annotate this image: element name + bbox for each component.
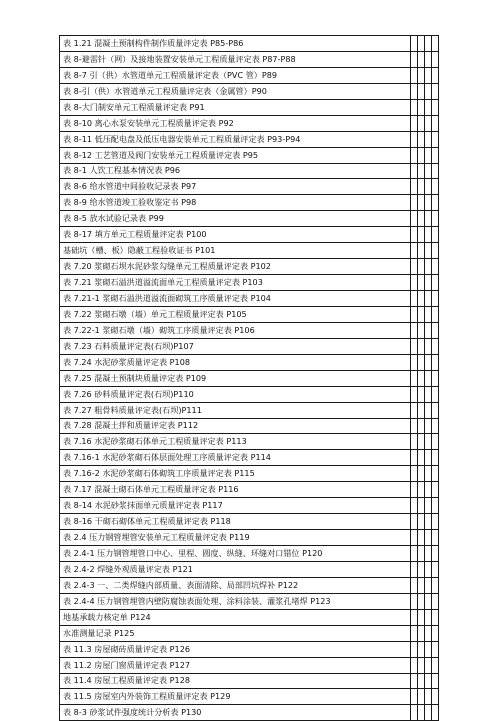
entry-title: 表 11.5 房屋室内外装饰工程质量评定表 P129	[60, 689, 411, 705]
entry-title: 表 7.16 水泥砂浆砌石体单元工程质量评定表 P113	[60, 434, 411, 450]
blank-cell	[410, 179, 417, 195]
blank-cell	[431, 243, 438, 259]
blank-cell	[410, 195, 417, 211]
entry-title: 表 8-17 填方单元工程质量评定表 P100	[60, 227, 411, 243]
entry-title: 表 7.20 浆砌石坝水泥砂浆勾缝单元工程质量评定表 P102	[60, 259, 411, 275]
blank-cell	[431, 561, 438, 577]
table-row	[60, 673, 439, 689]
blank-cell	[417, 498, 424, 514]
blank-cell	[424, 705, 431, 721]
blank-cell	[410, 306, 417, 322]
blank-cell	[424, 147, 431, 163]
blank-cell	[417, 705, 424, 721]
table-row	[60, 498, 439, 514]
blank-cell	[417, 386, 424, 402]
blank-cell	[424, 275, 431, 291]
entry-title: 表 8-7 引（供）水管道单元工程质量评定表（PVC 管）P89	[60, 67, 411, 83]
blank-cell	[424, 625, 431, 641]
entry-title: 表 8-3 砂浆试件强度统计分析表 P130	[60, 705, 411, 721]
blank-cell	[410, 402, 417, 418]
entry-title: 表 7.21-1 浆砌石溢洪道溢流面砌筑工序质量评定表 P104	[60, 291, 411, 307]
table-row	[60, 593, 439, 609]
blank-cell	[431, 227, 438, 243]
blank-cell	[410, 51, 417, 67]
blank-cell	[410, 354, 417, 370]
blank-cell	[417, 609, 424, 625]
table-row	[60, 641, 439, 657]
entry-title: 表 7.17 混凝土砌石体单元工程质量评定表 P116	[60, 482, 411, 498]
blank-cell	[431, 434, 438, 450]
blank-cell	[417, 195, 424, 211]
blank-cell	[417, 514, 424, 530]
entry-title: 表 7.22 浆砌石墩（墙）单元工程质量评定表 P105	[60, 306, 411, 322]
blank-cell	[410, 115, 417, 131]
blank-cell	[424, 434, 431, 450]
blank-cell	[431, 211, 438, 227]
entry-title: 表 7.16-2 水泥砂浆砌石体砌筑工序质量评定表 P115	[60, 466, 411, 482]
blank-cell	[410, 705, 417, 721]
entry-title: 表 2.4-3 一、二类焊缝内部质量、表面清除、局部凹坑焊补 P122	[60, 577, 411, 593]
blank-cell	[424, 657, 431, 673]
blank-cell	[431, 147, 438, 163]
entry-title: 表 8-12 工艺管道及阀门安装单元工程质量评定表 P95	[60, 147, 411, 163]
entry-title: 水准测量记录 P125	[60, 625, 411, 641]
entry-title: 表 7.26 砂料质量评定表(石坝)P110	[60, 386, 411, 402]
table-row	[60, 147, 439, 163]
blank-cell	[410, 147, 417, 163]
blank-cell	[410, 163, 417, 179]
blank-cell	[417, 434, 424, 450]
blank-cell	[417, 338, 424, 354]
blank-cell	[424, 83, 431, 99]
blank-cell	[431, 354, 438, 370]
blank-cell	[417, 561, 424, 577]
table-row	[60, 609, 439, 625]
blank-cell	[431, 498, 438, 514]
blank-cell	[410, 514, 417, 530]
entry-title: 表 8-1 人饮工程基本情况表 P96	[60, 163, 411, 179]
table-of-contents	[59, 35, 439, 721]
blank-cell	[424, 641, 431, 657]
blank-cell	[431, 593, 438, 609]
entry-title: 表 7.23 石料质量评定表(石坝)P107	[60, 338, 411, 354]
blank-cell	[431, 67, 438, 83]
table-row	[60, 705, 439, 721]
entry-title: 表 11.2 房屋门窗质量评定表 P127	[60, 657, 411, 673]
blank-cell	[410, 657, 417, 673]
blank-cell	[431, 306, 438, 322]
blank-cell	[417, 51, 424, 67]
table-row	[60, 466, 439, 482]
table-row	[60, 450, 439, 466]
blank-cell	[424, 99, 431, 115]
blank-cell	[424, 514, 431, 530]
blank-cell	[417, 530, 424, 546]
table-row	[60, 514, 439, 530]
blank-cell	[431, 402, 438, 418]
blank-cell	[410, 625, 417, 641]
blank-cell	[417, 466, 424, 482]
table-row	[60, 434, 439, 450]
blank-cell	[431, 99, 438, 115]
table-row	[60, 354, 439, 370]
blank-cell	[431, 36, 438, 52]
blank-cell	[410, 482, 417, 498]
entry-title: 表 8-6 给水管道中间验收记录表 P97	[60, 179, 411, 195]
blank-cell	[410, 36, 417, 52]
blank-cell	[417, 131, 424, 147]
table-row	[60, 546, 439, 562]
entry-title: 表 7.28 混凝土拌和质量评定表 P112	[60, 418, 411, 434]
blank-cell	[424, 530, 431, 546]
blank-cell	[424, 163, 431, 179]
blank-cell	[424, 498, 431, 514]
toc-body	[60, 36, 439, 721]
table-row	[60, 386, 439, 402]
entry-title: 表 11.3 房屋砌砖质量评定表 P126	[60, 641, 411, 657]
blank-cell	[417, 673, 424, 689]
blank-cell	[417, 115, 424, 131]
entry-title: 表 7.24 水泥砂浆质量评定表 P108	[60, 354, 411, 370]
blank-cell	[431, 482, 438, 498]
blank-cell	[417, 625, 424, 641]
blank-cell	[417, 291, 424, 307]
blank-cell	[417, 67, 424, 83]
blank-cell	[417, 306, 424, 322]
blank-cell	[417, 36, 424, 52]
entry-title: 表 2.4-2 焊缝外观质量评定表 P121	[60, 561, 411, 577]
blank-cell	[410, 561, 417, 577]
blank-cell	[424, 306, 431, 322]
entry-title: 基础坑（槽、板）隐蔽工程验收证书 P101	[60, 243, 411, 259]
table-row	[60, 418, 439, 434]
entry-title: 表 8-大门制安单元工程质量评定表 P91	[60, 99, 411, 115]
blank-cell	[431, 386, 438, 402]
blank-cell	[431, 466, 438, 482]
blank-cell	[417, 354, 424, 370]
table-row	[60, 370, 439, 386]
blank-cell	[424, 593, 431, 609]
blank-cell	[410, 386, 417, 402]
blank-cell	[431, 641, 438, 657]
blank-cell	[431, 131, 438, 147]
blank-cell	[424, 131, 431, 147]
entry-title: 表 7.22-1 浆砌石墩（墙）砌筑工序质量评定表 P106	[60, 322, 411, 338]
entry-title: 表 2.4-1 压力钢管埋管口中心、里程、圆度、纵缝、环缝对口错位 P120	[60, 546, 411, 562]
blank-cell	[417, 322, 424, 338]
blank-cell	[417, 275, 424, 291]
blank-cell	[417, 259, 424, 275]
blank-cell	[410, 338, 417, 354]
blank-cell	[431, 673, 438, 689]
blank-cell	[424, 402, 431, 418]
entry-title: 表 8-9 给水管道竣工验收鉴定书 P98	[60, 195, 411, 211]
table-row	[60, 275, 439, 291]
table-row	[60, 131, 439, 147]
blank-cell	[417, 402, 424, 418]
blank-cell	[417, 641, 424, 657]
blank-cell	[417, 593, 424, 609]
entry-title: 表 7.21 浆砌石溢洪道溢流面单元工程质量评定表 P103	[60, 275, 411, 291]
blank-cell	[431, 530, 438, 546]
entry-title: 表 2.4 压力钢管埋管安装单元工程质量评定表 P119	[60, 530, 411, 546]
blank-cell	[417, 482, 424, 498]
blank-cell	[424, 386, 431, 402]
blank-cell	[424, 561, 431, 577]
blank-cell	[424, 609, 431, 625]
blank-cell	[410, 243, 417, 259]
entry-title: 表 11.4 房屋工程质量评定表 P128	[60, 673, 411, 689]
entry-title: 表 2.4-4 压力钢管埋管内壁防腐蚀表面处理、涂料涂装、灌浆孔堵焊 P123	[60, 593, 411, 609]
blank-cell	[431, 418, 438, 434]
table-row	[60, 338, 439, 354]
blank-cell	[424, 211, 431, 227]
blank-cell	[431, 163, 438, 179]
blank-cell	[410, 641, 417, 657]
blank-cell	[431, 179, 438, 195]
blank-cell	[410, 609, 417, 625]
table-row	[60, 99, 439, 115]
blank-cell	[410, 530, 417, 546]
table-row	[60, 227, 439, 243]
blank-cell	[424, 227, 431, 243]
blank-cell	[410, 498, 417, 514]
blank-cell	[431, 51, 438, 67]
table-row	[60, 195, 439, 211]
blank-cell	[431, 195, 438, 211]
blank-cell	[410, 593, 417, 609]
blank-cell	[424, 689, 431, 705]
blank-cell	[424, 67, 431, 83]
entry-title: 表 8-5 放水试验记录表 P99	[60, 211, 411, 227]
entry-title: 表 7.27 粗骨料质量评定表(石坝)P111	[60, 402, 411, 418]
blank-cell	[417, 450, 424, 466]
blank-cell	[424, 338, 431, 354]
blank-cell	[417, 546, 424, 562]
table-row	[60, 689, 439, 705]
blank-cell	[410, 275, 417, 291]
blank-cell	[431, 609, 438, 625]
blank-cell	[424, 36, 431, 52]
entry-title: 表 1.21 混凝土预制构件制作质量评定表 P85-P86	[60, 36, 411, 52]
blank-cell	[410, 291, 417, 307]
blank-cell	[410, 689, 417, 705]
blank-cell	[431, 625, 438, 641]
table-row	[60, 243, 439, 259]
blank-cell	[431, 338, 438, 354]
blank-cell	[410, 131, 417, 147]
blank-cell	[424, 354, 431, 370]
table-row	[60, 259, 439, 275]
table-row	[60, 561, 439, 577]
blank-cell	[424, 51, 431, 67]
table-row	[60, 625, 439, 641]
table-row	[60, 51, 439, 67]
blank-cell	[417, 370, 424, 386]
blank-cell	[424, 577, 431, 593]
blank-cell	[424, 322, 431, 338]
blank-cell	[431, 705, 438, 721]
blank-cell	[424, 259, 431, 275]
blank-cell	[431, 291, 438, 307]
blank-cell	[410, 546, 417, 562]
blank-cell	[424, 546, 431, 562]
entry-title: 表 8-避雷针（网）及接地装置安装单元工程质量评定表 P87-P88	[60, 51, 411, 67]
entry-title: 表 8-11 低压配电盘及低压电器安装单元工程质量评定表 P93-P94	[60, 131, 411, 147]
blank-cell	[431, 514, 438, 530]
blank-cell	[431, 115, 438, 131]
blank-cell	[410, 370, 417, 386]
blank-cell	[410, 83, 417, 99]
blank-cell	[424, 418, 431, 434]
blank-cell	[424, 370, 431, 386]
blank-cell	[417, 577, 424, 593]
blank-cell	[417, 179, 424, 195]
blank-cell	[410, 434, 417, 450]
blank-cell	[410, 211, 417, 227]
blank-cell	[410, 322, 417, 338]
blank-cell	[431, 450, 438, 466]
table-row	[60, 657, 439, 673]
blank-cell	[424, 450, 431, 466]
entry-title: 表 7.25 混凝土预制块质量评定表 P109	[60, 370, 411, 386]
blank-cell	[410, 259, 417, 275]
table-row	[60, 163, 439, 179]
blank-cell	[424, 291, 431, 307]
blank-cell	[417, 418, 424, 434]
table-row	[60, 322, 439, 338]
blank-cell	[431, 275, 438, 291]
blank-cell	[417, 243, 424, 259]
table-row	[60, 115, 439, 131]
blank-cell	[417, 83, 424, 99]
blank-cell	[417, 99, 424, 115]
blank-cell	[431, 657, 438, 673]
blank-cell	[417, 227, 424, 243]
blank-cell	[424, 179, 431, 195]
table-row	[60, 530, 439, 546]
blank-cell	[410, 673, 417, 689]
blank-cell	[431, 546, 438, 562]
blank-cell	[410, 227, 417, 243]
blank-cell	[417, 147, 424, 163]
entry-title: 地基承载力核定单 P124	[60, 609, 411, 625]
blank-cell	[424, 195, 431, 211]
entry-title: 表 8-14 水泥砂浆抹面单元质量评定表 P117	[60, 498, 411, 514]
blank-cell	[410, 577, 417, 593]
table-row	[60, 577, 439, 593]
blank-cell	[410, 418, 417, 434]
blank-cell	[424, 673, 431, 689]
blank-cell	[417, 211, 424, 227]
blank-cell	[424, 482, 431, 498]
table-row	[60, 306, 439, 322]
blank-cell	[431, 689, 438, 705]
entry-title: 表 8-引（供）水管道单元工程质量评定表（金属管）P90	[60, 83, 411, 99]
table-row	[60, 67, 439, 83]
blank-cell	[410, 99, 417, 115]
blank-cell	[417, 657, 424, 673]
blank-cell	[431, 322, 438, 338]
table-row	[60, 402, 439, 418]
blank-cell	[424, 243, 431, 259]
blank-cell	[424, 466, 431, 482]
table-row	[60, 179, 439, 195]
table-row	[60, 482, 439, 498]
blank-cell	[417, 163, 424, 179]
entry-title: 表 8-16 干砌石砌体单元工程质量评定表 P118	[60, 514, 411, 530]
entry-title: 表 7.16-1 水泥砂浆砌石体层面处理工序质量评定表 P114	[60, 450, 411, 466]
blank-cell	[431, 577, 438, 593]
blank-cell	[431, 259, 438, 275]
blank-cell	[417, 689, 424, 705]
table-row	[60, 291, 439, 307]
blank-cell	[431, 83, 438, 99]
table-row	[60, 211, 439, 227]
blank-cell	[410, 466, 417, 482]
entry-title: 表 8-10 离心水泵安装单元工程质量评定表 P92	[60, 115, 411, 131]
blank-cell	[431, 370, 438, 386]
blank-cell	[424, 115, 431, 131]
table-row	[60, 83, 439, 99]
blank-cell	[410, 450, 417, 466]
blank-cell	[410, 67, 417, 83]
table-row	[60, 36, 439, 52]
